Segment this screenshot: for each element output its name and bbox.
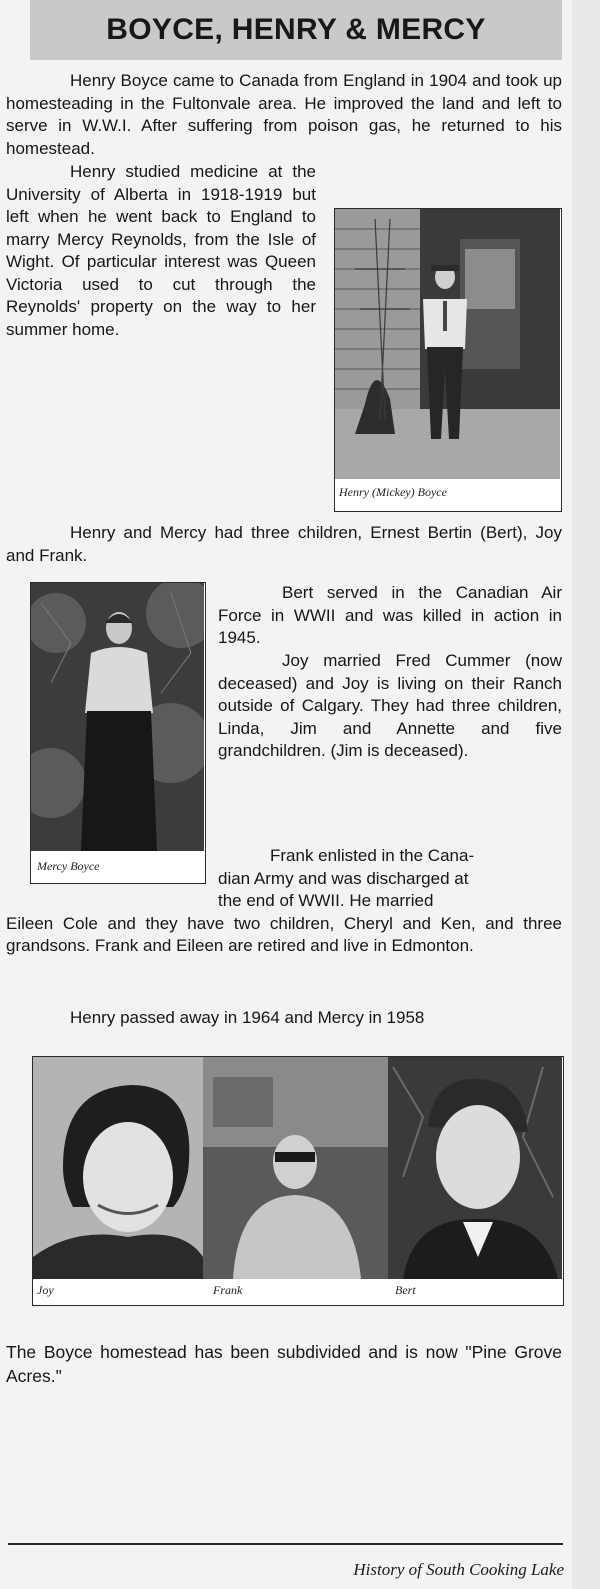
bert-caption: Bert bbox=[395, 1283, 416, 1297]
children-photo-strip bbox=[32, 1056, 564, 1306]
joy-caption: Joy bbox=[37, 1283, 54, 1297]
henry-caption: Henry (Mickey) Boyce bbox=[339, 485, 447, 499]
paragraph-joy: Joy married Fred Cummer (now deceased) and Joy is living on their Ranch outside of Calgary. They had three children, Linda, Jim and Annette and five grandchildren. (Jim is deceased). bbox=[218, 651, 562, 760]
paragraph-medicine: Henry studied medicine at the University of Alberta in 1918-1919 but left when he went back to England to marry Mercy Reynolds, from the Isle of Wight. Of particular interest was Queen Victoria used to cut through the Reynolds' property on the way to her summer home. bbox=[6, 162, 316, 339]
mercy-boyce-photo bbox=[30, 582, 206, 884]
frank-caption: Frank bbox=[213, 1283, 243, 1297]
henry-boyce-photo bbox=[334, 208, 562, 512]
page-edge bbox=[572, 0, 600, 1589]
footer-rule bbox=[8, 1543, 563, 1545]
paragraph-frank-rest: Eileen Cole and they have two children, Cheryl and Ken, and three grandsons. Frank and Eileen are retired and live in Edmonton. bbox=[6, 913, 562, 955]
mercy-caption: Mercy Boyce bbox=[37, 859, 100, 873]
paragraph-death: Henry passed away in 1964 and Mercy in 1958 bbox=[70, 1008, 425, 1027]
paragraph-arrival: Henry Boyce came to Canada from England in 1904 and took up homesteading in the Fultonvale area. He improved the land and left to serve in W.W.I. After suffering from poison gas, he returned to his homestead. bbox=[6, 71, 562, 158]
paragraph-frank: Frank enlisted in the Cana- dian Army and was discharged at the end of WWII. He married Eileen Cole and they have two children, Cheryl and Ken, and three grandsons. Frank and Eileen are retired and live in Edmonton. bbox=[6, 846, 562, 955]
paragraph-bert: Bert served in the Canadian Air Force in WWII and was killed in action in 1945. bbox=[218, 583, 562, 647]
footer-book-title: History of South Cooking Lake bbox=[353, 1560, 564, 1579]
paragraph-subdivision: The Boyce homestead has been subdivided and is now "Pine Grove Acres." bbox=[6, 1342, 562, 1386]
page-title: BOYCE, HENRY & MERCY bbox=[106, 13, 486, 46]
paragraph-children: Henry and Mercy had three children, Ernest Bertin (Bert), Joy and Frank. bbox=[6, 523, 562, 565]
